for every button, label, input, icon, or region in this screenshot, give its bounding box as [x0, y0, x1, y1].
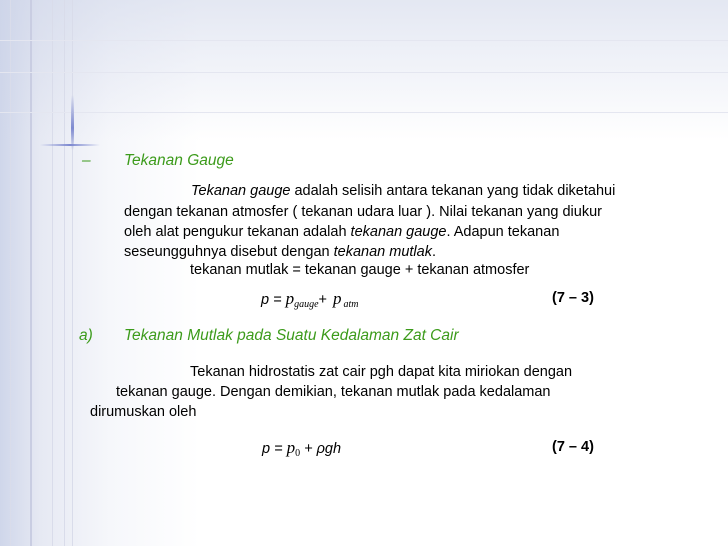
paragraph-line: tekanan gauge. Dengan demikian, tekanan mutlak pada kedalaman — [116, 384, 551, 400]
term-tekanan-mutlak: tekanan mutlak — [333, 244, 432, 260]
background-line — [0, 40, 728, 41]
paragraph-line: Tekanan gauge adalah selisih antara tekanan yang tidak diketahui — [191, 183, 616, 199]
background-line — [0, 112, 728, 113]
background-line — [72, 0, 73, 546]
paragraph-line: Tekanan hidrostatis zat cair pgh dapat kita miriokan dengan — [190, 364, 573, 380]
equation-words: tekanan mutlak = tekanan gauge + tekanan atmosfer — [190, 262, 530, 278]
term-tekanan-gauge: tekanan gauge — [350, 224, 447, 240]
background-line — [0, 72, 728, 73]
background-line — [64, 0, 65, 546]
paragraph-line: oleh alat pengukur tekanan adalah tekanan gauge. Adapun tekanan — [124, 224, 560, 240]
equation-number: (7 – 4) — [552, 439, 594, 455]
decor-crosshair — [71, 95, 74, 150]
section-heading-mutlak: Tekanan Mutlak pada Suatu Kedalaman Zat Cair — [124, 327, 459, 344]
background-line — [10, 0, 11, 546]
paragraph-line: dirumuskan oleh — [90, 404, 197, 420]
background-top-shade — [0, 0, 728, 140]
background-line — [52, 0, 53, 546]
decor-crosshair — [40, 144, 100, 146]
paragraph-line: seseungguhnya disebut dengan tekanan mutlak. — [124, 244, 436, 260]
equation-number: (7 – 3) — [552, 290, 594, 306]
formula-7-3: $p = p_{gauge}+ p$ $_{atm}$ — [261, 289, 359, 310]
formula-7-4: $p = p_0 + \rho gh$ — [262, 438, 342, 459]
bullet-dash: – — [82, 152, 91, 169]
term-tekanan-gauge: Tekanan gauge — [191, 183, 291, 199]
background-line — [30, 0, 32, 546]
list-marker: a) — [79, 327, 93, 344]
section-heading-gauge: Tekanan Gauge — [124, 152, 234, 169]
paragraph-line: dengan tekanan atmosfer ( tekanan udara luar ). Nilai tekanan yang diukur — [124, 204, 602, 220]
